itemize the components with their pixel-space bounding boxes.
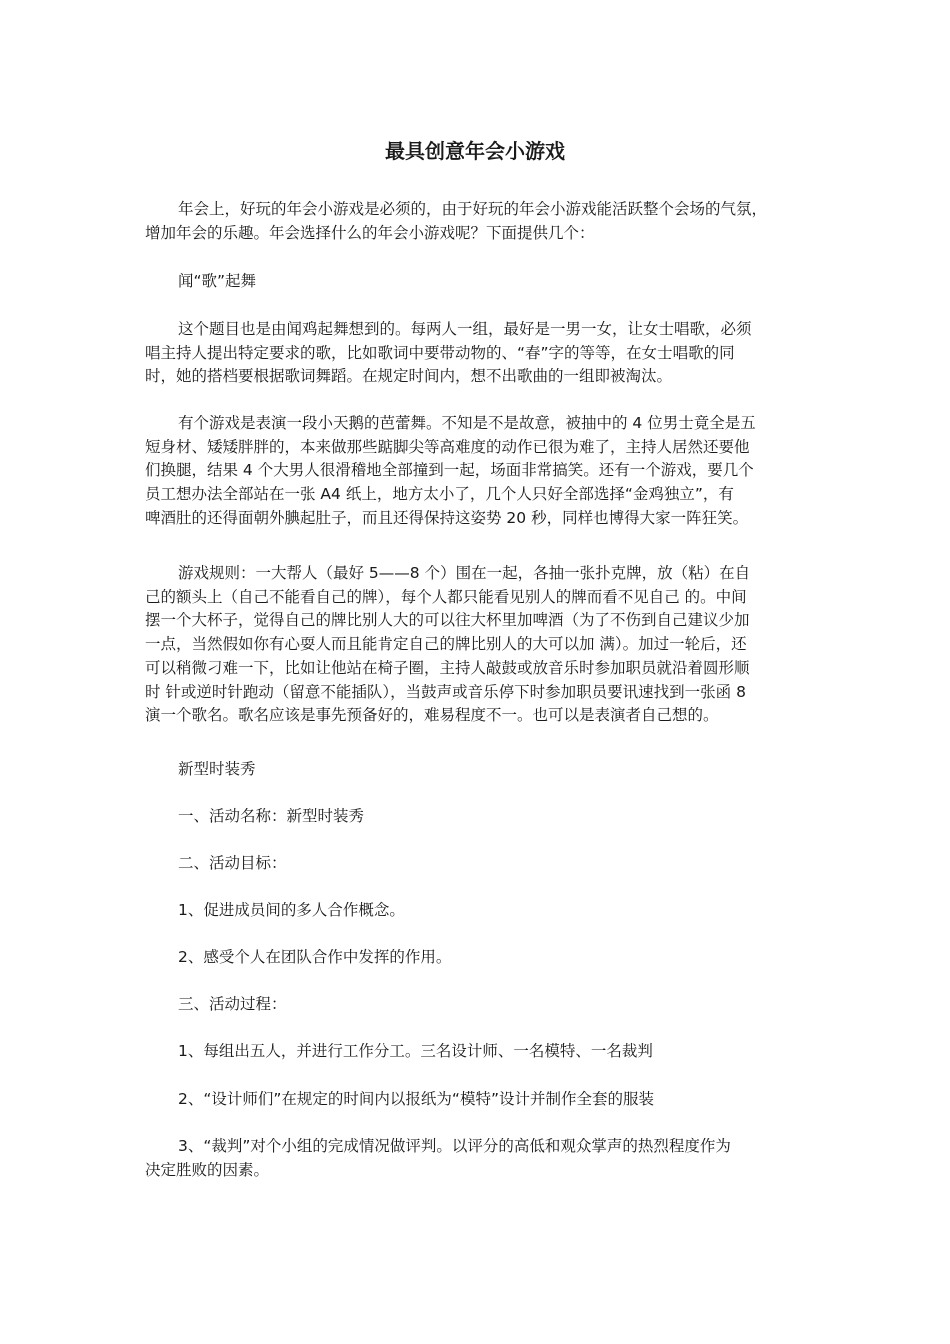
item-process-3 [145, 1135, 805, 1182]
paragraph-line: 们换腿，结果 4 个大男人很滑稽地全部撞到一起，场面非常搞笑。还有一个游戏，要几个 [145, 461, 754, 480]
paragraph-line: 己的额头上（自己不能看自己的牌），每个人都只能看见别人的牌而看不见自己 的。中间 [145, 587, 747, 606]
paragraph-line: 短身材、矮矮胖胖的，本来做那些踮脚尖等高难度的动作已很为难了，主持人居然还要他 [145, 437, 750, 456]
paragraph-line: 增加年会的乐趣。年会选择什么的年会小游戏呢？下面提供几个： [145, 223, 595, 242]
paragraph-line: 年会上，好玩的年会小游戏是必须的，由于好玩的年会小游戏能活跃整个会场的气氛， [178, 200, 768, 218]
item-goal-1 [145, 899, 805, 923]
paragraph-wen-ge-description [145, 318, 805, 389]
paragraph-line: 可以稍微刁难一下，比如让他站在椅子圈，主持人敲鼓或放音乐时参加职员就沿着圆形顺 [145, 658, 750, 677]
item-activity-process [145, 993, 805, 1017]
item-goal-2 [145, 946, 805, 970]
paragraph-line: 唱主持人提出特定要求的歌，比如歌词中要带动物的、“春”字的等等，在女士唱歌的同 [145, 343, 735, 362]
paragraph-line: 啤酒肚的还得面朝外腆起肚子，而且还得保持这姿势 20 秒，同样也博得大家一阵狂笑。 [145, 508, 749, 527]
paragraph-line: 时，她的搭档要根据歌词舞蹈。在规定时间内，想不出歌曲的一组即被淘汰。 [145, 367, 673, 386]
paragraph-line: 新型时装秀 [178, 760, 256, 778]
paragraph-line: 2、“设计师们”在规定的时间内以报纸为“模特”设计并制作全套的服装 [178, 1090, 654, 1108]
paragraph-line: 有个游戏是表演一段小天鹅的芭蕾舞。不知是不是故意，被抽中的 4 位男士竟全是五 [178, 414, 756, 432]
heading-wen-ge-qi-wu [145, 270, 805, 294]
paragraph-ballet-game [145, 412, 805, 531]
item-process-1 [145, 1040, 805, 1064]
paragraph-line: 1、每组出五人，并进行工作分工。三名设计师、一名模特、一名裁判 [178, 1042, 653, 1060]
paragraph-line: 3、“裁判”对个小组的完成情况做评判。以评分的高低和观众掌声的热烈程度作为 [178, 1137, 731, 1155]
heading-new-fashion-show [145, 758, 805, 782]
paragraph-line: 演一个歌名。歌名应该是事先预备好的，难易程度不一。也可以是表演者自己想的。 [145, 706, 719, 725]
paragraph-line: 决定胜败的因素。 [145, 1160, 270, 1179]
paragraph-line: 一、活动名称：新型时装秀 [178, 807, 365, 825]
paragraph-line: 一点，当然假如你有心耍人而且能肯定自己的牌比别人的大可以加 满）。加过一轮后，还 [145, 635, 747, 654]
paragraph-line: 三、活动过程： [178, 995, 287, 1013]
paragraph-line: 闻“歌”起舞 [178, 272, 257, 290]
paragraph-game-rules [145, 562, 805, 728]
paragraph-line: 摆一个大杯子，觉得自己的牌比别人大的可以往大杯里加啤酒（为了不伤到自己建议少加 [145, 611, 750, 630]
paragraph-line: 1、促进成员间的多人合作概念。 [178, 901, 405, 919]
item-process-2 [145, 1088, 805, 1112]
paragraph-line: 游戏规则：一大帮人（最好 5——8 个）围在一起，各抽一张扑克牌，放（粘）在自 [178, 564, 751, 582]
document-title: 最具创意年会小游戏 [385, 139, 565, 163]
paragraph-intro [145, 198, 805, 245]
paragraph-line: 员工想办法全部站在一张 A4 纸上，地方太小了，几个人只好全部选择“金鸡独立”，有 [145, 485, 734, 504]
paragraph-line: 时 针或逆时针跑动（留意不能插队），当鼓声或音乐停下时参加职员要讯速找到一张函 8 [145, 682, 746, 701]
paragraph-line: 这个题目也是由闻鸡起舞想到的。每两人一组，最好是一男一女，让女士唱歌，必须 [178, 320, 752, 338]
paragraph-line: 2、感受个人在团队合作中发挥的作用。 [178, 948, 452, 966]
item-activity-goal [145, 852, 805, 876]
item-activity-name [145, 805, 805, 829]
paragraph-line: 二、活动目标： [178, 854, 287, 872]
